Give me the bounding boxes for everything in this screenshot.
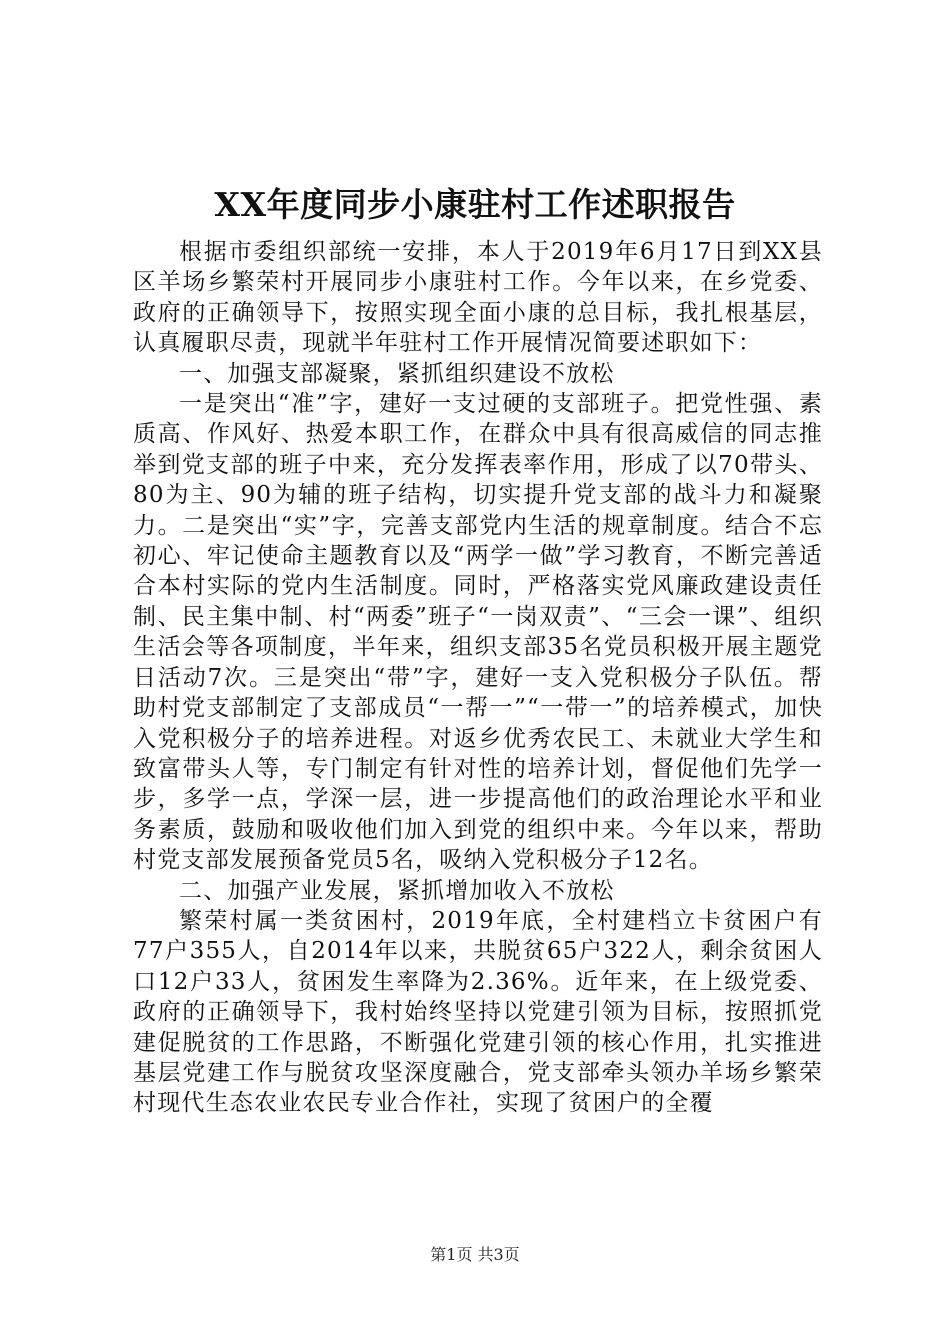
paragraph-section-2: 繁荣村属一类贫困村，2019年底，全村建档立卡贫困户有77户355人，自2014年以来，共脱贫65户322人，剩余贫困人口12户33人，贫困发生率降为2.36%。近年来，在上级党委、政府的正确领导下，我村始终坚持以党建引领为目标，按照抓党建促脱贫的工作思路，不断强化党建引领的核心作用，扎实推进基层党建工作与脱贫攻坚深度融合，党支部牵头领办羊场乡繁荣村现代生态农业农民专业合作社，实现了贫困户的全覆 (133, 907, 823, 1117)
paragraph-intro: 根据市委组织部统一安排，本人于2019年6月17日到XX县区羊场乡繁荣村开展同步小康驻村工作。今年以来，在乡党委、政府的正确领导下，按照实现全面小康的总目标，我扎根基层，认真履职尽责，现就半年驻村工作开展情况简要述职如下： (133, 239, 823, 357)
section-heading-1: 一、加强支部凝聚，紧抓组织建设不放松 (179, 360, 615, 387)
document-body (133, 237, 823, 1119)
paragraph-section-1: 一是突出“准”字，建好一支过硬的支部班子。把党性强、素质高、作风好、热爱本职工作，在群众中具有很高威信的同志推举到党支部的班子中来，充分发挥表率作用，形成了以70带头、80为主、90为辅的班子结构，切实提升党支部的战斗力和凝聚力。二是突出“实”字，完善支部党内生活的规章制度。结合不忘初心、牢记使命主题教育以及“两学一做”学习教育，不断完善适合本村实际的党内生活制度。同时，严格落实党风廉政建设责任制、民主集中制、村“两委”班子“一岗双责”、“三会一课”、组织生活会等各项制度，半年来，组织支部35名党员积极开展主题党日活动7次。三是突出“带”字，建好一支入党积极分子队伍。帮助村党支部制定了支部成员“一帮一”“一带一”的培养模式，加快入党积极分子的培养进程。对返乡优秀农民工、未就业大学生和致富带头人等，专门制定有针对性的培养计划，督促他们先学一步，多学一点，学深一层，进一步提高他们的政治理论水平和业务素质，鼓励和吸收他们加入到党的组织中来。今年以来，帮助村党支部发展预备党员5名，吸纳入党积极分子12名。 (133, 391, 823, 874)
section-heading-2: 二、加强产业发展，紧抓增加收入不放松 (179, 877, 615, 904)
page-footer: 第1页 共3页 (430, 1245, 520, 1264)
document-title: XX年度同步小康驻村工作述职报告 (214, 185, 736, 224)
